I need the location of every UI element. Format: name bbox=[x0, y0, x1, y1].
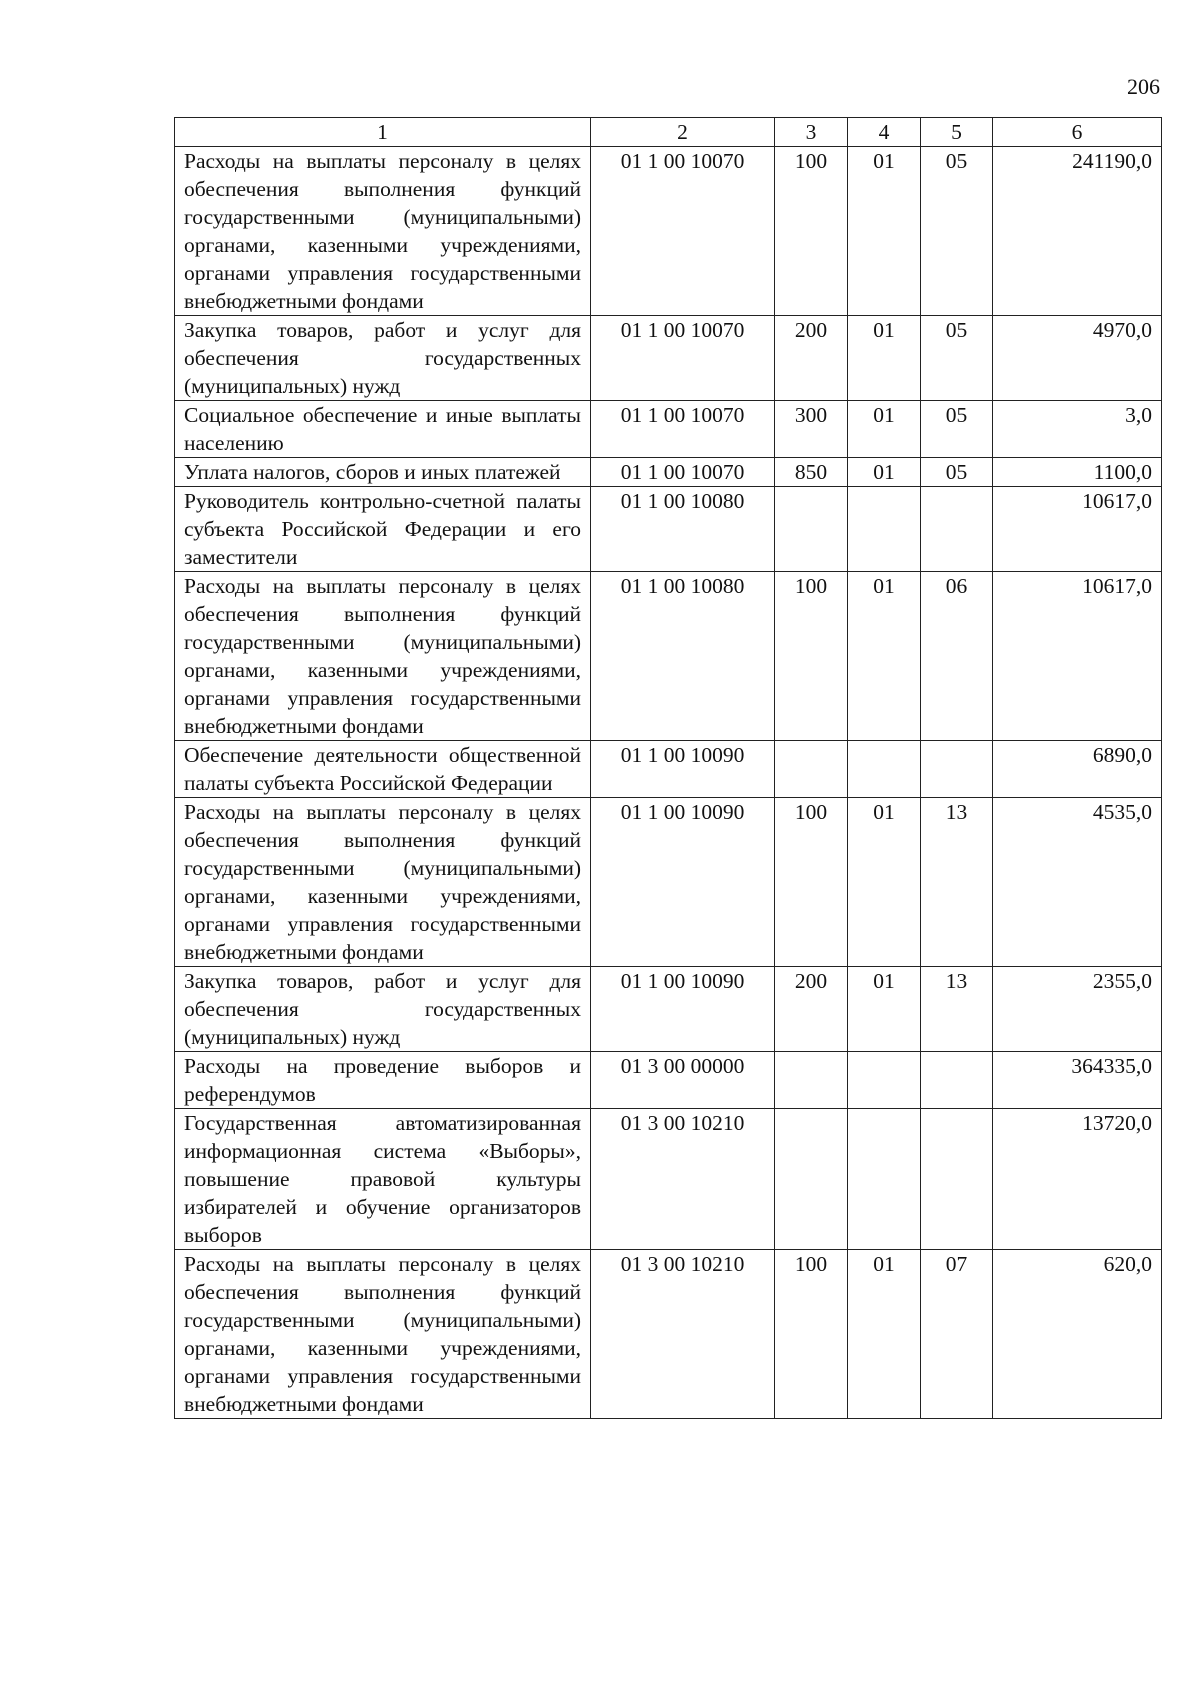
row-subsection: 05 bbox=[921, 316, 993, 401]
row-amount: 13720,0 bbox=[993, 1109, 1162, 1250]
row-code: 01 3 00 10210 bbox=[591, 1250, 775, 1419]
row-description: Закупка товаров, работ и услуг для обеспечения государственных (муниципальных) нужд bbox=[175, 316, 591, 401]
row-section: 01 bbox=[848, 798, 921, 967]
row-type bbox=[775, 487, 848, 572]
row-subsection bbox=[921, 741, 993, 798]
row-amount: 364335,0 bbox=[993, 1052, 1162, 1109]
row-type: 850 bbox=[775, 458, 848, 487]
column-header: 5 bbox=[921, 118, 993, 147]
row-subsection: 07 bbox=[921, 1250, 993, 1419]
row-type: 100 bbox=[775, 147, 848, 316]
row-section: 01 bbox=[848, 967, 921, 1052]
table-row bbox=[175, 1109, 1162, 1250]
row-description: Уплата налогов, сборов и иных платежей bbox=[175, 458, 591, 487]
row-section: 01 bbox=[848, 316, 921, 401]
table-row bbox=[175, 741, 1162, 798]
row-amount: 10617,0 bbox=[993, 572, 1162, 741]
row-description: Закупка товаров, работ и услуг для обеспечения государственных (муниципальных) нужд bbox=[175, 967, 591, 1052]
row-code: 01 1 00 10080 bbox=[591, 487, 775, 572]
row-description: Расходы на выплаты персоналу в целях обеспечения выполнения функций государственными (муниципальными) органами, казенными учреждениями, органами управления государственными внебюджетными фондами bbox=[175, 1250, 591, 1419]
row-description: Расходы на проведение выборов и референдумов bbox=[175, 1052, 591, 1109]
table-header-row bbox=[175, 118, 1162, 147]
row-code: 01 1 00 10070 bbox=[591, 316, 775, 401]
row-section bbox=[848, 1109, 921, 1250]
row-subsection: 05 bbox=[921, 147, 993, 316]
row-subsection: 13 bbox=[921, 798, 993, 967]
table-row bbox=[175, 147, 1162, 316]
row-section: 01 bbox=[848, 1250, 921, 1419]
row-subsection: 05 bbox=[921, 458, 993, 487]
column-header: 1 bbox=[175, 118, 591, 147]
row-amount: 620,0 bbox=[993, 1250, 1162, 1419]
table-row bbox=[175, 572, 1162, 741]
table-row bbox=[175, 316, 1162, 401]
row-section: 01 bbox=[848, 572, 921, 741]
table-row bbox=[175, 1250, 1162, 1419]
row-type: 100 bbox=[775, 572, 848, 741]
row-subsection: 06 bbox=[921, 572, 993, 741]
table-row bbox=[175, 1052, 1162, 1109]
row-amount: 6890,0 bbox=[993, 741, 1162, 798]
row-description: Социальное обеспечение и иные выплаты населению bbox=[175, 401, 591, 458]
row-section: 01 bbox=[848, 147, 921, 316]
row-amount: 10617,0 bbox=[993, 487, 1162, 572]
row-code: 01 1 00 10090 bbox=[591, 741, 775, 798]
row-code: 01 3 00 00000 bbox=[591, 1052, 775, 1109]
row-subsection: 05 bbox=[921, 401, 993, 458]
row-amount: 3,0 bbox=[993, 401, 1162, 458]
page-number: 206 bbox=[1127, 74, 1160, 99]
table-row bbox=[175, 401, 1162, 458]
column-header: 4 bbox=[848, 118, 921, 147]
row-type: 300 bbox=[775, 401, 848, 458]
row-subsection: 13 bbox=[921, 967, 993, 1052]
row-description: Расходы на выплаты персоналу в целях обеспечения выполнения функций государственными (муниципальными) органами, казенными учреждениями, органами управления государственными внебюджетными фондами bbox=[175, 147, 591, 316]
column-header: 2 bbox=[591, 118, 775, 147]
row-type bbox=[775, 1052, 848, 1109]
row-description: Обеспечение деятельности общественной палаты субъекта Российской Федерации bbox=[175, 741, 591, 798]
row-code: 01 1 00 10090 bbox=[591, 798, 775, 967]
row-description: Государственная автоматизированная информационная система «Выборы», повышение правовой культуры избирателей и обучение организаторов выборов bbox=[175, 1109, 591, 1250]
row-amount: 2355,0 bbox=[993, 967, 1162, 1052]
column-header: 6 bbox=[993, 118, 1162, 147]
row-description: Руководитель контрольно-счетной палаты субъекта Российской Федерации и его заместители bbox=[175, 487, 591, 572]
row-type bbox=[775, 1109, 848, 1250]
row-amount: 241190,0 bbox=[993, 147, 1162, 316]
table-row bbox=[175, 798, 1162, 967]
row-subsection bbox=[921, 487, 993, 572]
row-type: 100 bbox=[775, 798, 848, 967]
budget-table bbox=[174, 117, 1162, 1419]
row-code: 01 1 00 10070 bbox=[591, 401, 775, 458]
row-subsection bbox=[921, 1109, 993, 1250]
row-type bbox=[775, 741, 848, 798]
row-amount: 4970,0 bbox=[993, 316, 1162, 401]
table-row bbox=[175, 487, 1162, 572]
row-section bbox=[848, 1052, 921, 1109]
row-amount: 4535,0 bbox=[993, 798, 1162, 967]
table-row bbox=[175, 458, 1162, 487]
row-section: 01 bbox=[848, 458, 921, 487]
row-section bbox=[848, 741, 921, 798]
row-type: 100 bbox=[775, 1250, 848, 1419]
row-code: 01 1 00 10070 bbox=[591, 147, 775, 316]
row-description: Расходы на выплаты персоналу в целях обеспечения выполнения функций государственными (муниципальными) органами, казенными учреждениями, органами управления государственными внебюджетными фондами bbox=[175, 798, 591, 967]
row-code: 01 1 00 10080 bbox=[591, 572, 775, 741]
row-section: 01 bbox=[848, 401, 921, 458]
row-type: 200 bbox=[775, 967, 848, 1052]
row-subsection bbox=[921, 1052, 993, 1109]
row-amount: 1100,0 bbox=[993, 458, 1162, 487]
row-section bbox=[848, 487, 921, 572]
column-header: 3 bbox=[775, 118, 848, 147]
row-code: 01 1 00 10070 bbox=[591, 458, 775, 487]
row-description: Расходы на выплаты персоналу в целях обеспечения выполнения функций государственными (муниципальными) органами, казенными учреждениями, органами управления государственными внебюджетными фондами bbox=[175, 572, 591, 741]
table-row bbox=[175, 967, 1162, 1052]
row-code: 01 1 00 10090 bbox=[591, 967, 775, 1052]
row-type: 200 bbox=[775, 316, 848, 401]
row-code: 01 3 00 10210 bbox=[591, 1109, 775, 1250]
